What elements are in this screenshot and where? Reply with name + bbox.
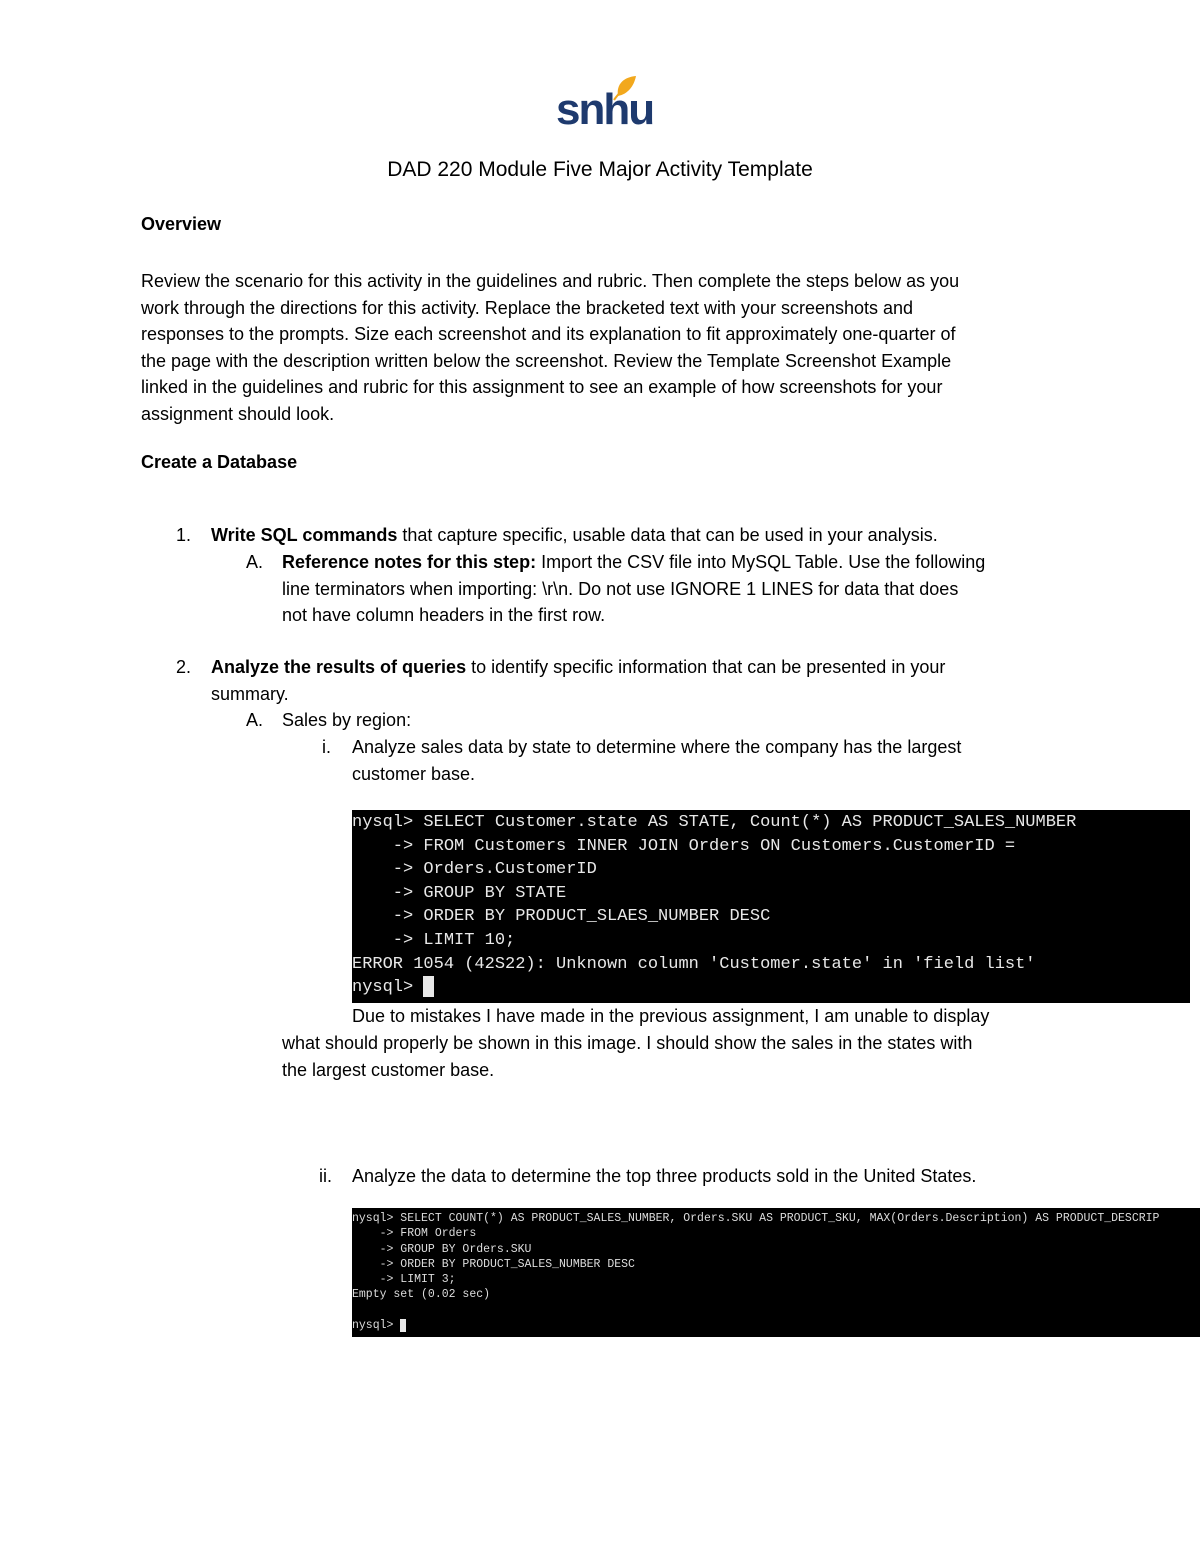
overview-line: responses to the prompts. Size each screenshot and its explanation to fit approximately one-quarter of — [141, 324, 956, 344]
step1a-line2: line terminators when importing: \r\n. Do not use IGNORE 1 LINES for data that does — [282, 579, 959, 599]
step1a-text — [282, 549, 985, 576]
step2a-text: Sales by region: — [282, 710, 412, 730]
terminal-line: -> ORDER BY PRODUCT_SLAES_NUMBER DESC — [352, 907, 771, 927]
overview-line: linked in the guidelines and rubric for this assignment to see an example of how screenshots for your — [141, 377, 943, 397]
overview-paragraph — [141, 268, 1061, 427]
terminal-error-line: ERROR 1054 (42S22): Unknown column 'Customer.state' in 'field list' — [352, 954, 1036, 974]
step2ai-line2: customer base. — [352, 764, 476, 784]
step2ai-label: i. — [322, 737, 331, 757]
overview-line: Review the scenario for this activity in the guidelines and rubric. Then complete the steps below as you — [141, 271, 960, 291]
terminal-cursor — [423, 976, 434, 997]
overview-line: the page with the description written below the screenshot. Review the Template Screenshot Example — [141, 350, 952, 371]
step1-number: 1. — [176, 525, 192, 545]
step1a-rest: Import the CSV file into MySQL Table. Use the following — [536, 552, 986, 572]
snhu-logo — [556, 74, 654, 134]
overview-heading: Overview — [141, 214, 222, 234]
step2-bold: Analyze the results of queries — [211, 657, 467, 677]
page-title: DAD 220 Module Five Major Activity Template — [387, 158, 813, 181]
create-database-heading: Create a Database — [141, 452, 298, 472]
step1a-bold: Reference notes for this step: — [282, 552, 537, 572]
step2a-label: A. — [246, 710, 264, 730]
terminal-line: -> LIMIT 10; — [352, 930, 516, 950]
terminal-screenshot-state-query — [352, 810, 1190, 1003]
step2-line2: summary. — [211, 684, 289, 704]
terminal-line: -> GROUP BY STATE — [352, 883, 567, 903]
step2-rest: to identify specific information that can be presented in your — [466, 657, 946, 677]
terminal-prompt: nysql> — [352, 978, 424, 998]
caption-line3: the largest customer base. — [282, 1060, 495, 1080]
step2aii-label: ii. — [319, 1166, 332, 1186]
step1-text — [211, 522, 938, 549]
terminal-line: -> Orders.CustomerID — [352, 860, 597, 880]
caption-line1: Due to mistakes I have made in the previous assignment, I am unable to display — [352, 1006, 990, 1026]
terminal-prompt: nysql> — [352, 1319, 401, 1333]
terminal-screenshot-top-products — [352, 1208, 1200, 1337]
terminal-line — [352, 1303, 1200, 1318]
terminal-line: -> FROM Customers INNER JOIN Orders ON Customers.CustomerID = — [352, 836, 1016, 856]
step1a-line3: not have column headers in the first row. — [282, 605, 606, 625]
step1a-label: A. — [246, 552, 264, 572]
overview-line: assignment should look. — [141, 403, 335, 424]
terminal-line: -> FROM Orders — [352, 1227, 477, 1241]
step2ai-line1: Analyze sales data by state to determine where the company has the largest — [352, 737, 962, 757]
logo-text: snhu — [556, 85, 654, 134]
terminal-line: nysql> SELECT Customer.state AS STATE, Count(*) AS PRODUCT_SALES_NUMBER — [352, 813, 1077, 832]
terminal-line: nysql> SELECT COUNT(*) AS PRODUCT_SALES_NUMBER, Orders.SKU AS PRODUCT_SKU, MAX(Orders.Description) AS PRODUCT_DESCRIP — [352, 1212, 1160, 1225]
overview-line: work through the directions for this activity. Replace the bracketed text with your screenshots and — [141, 297, 914, 318]
step2-text — [211, 654, 945, 681]
step1-rest: that capture specific, usable data that can be used in your analysis. — [397, 525, 938, 545]
step2aii-text: Analyze the data to determine the top three products sold in the United States. — [352, 1166, 977, 1186]
step1-bold: Write SQL commands — [211, 525, 398, 545]
terminal-line: -> GROUP BY Orders.SKU — [352, 1242, 532, 1256]
terminal-result-line: Empty set (0.02 sec) — [352, 1288, 491, 1302]
terminal-cursor — [400, 1319, 406, 1332]
caption-line2: what should properly be shown in this image. I should show the sales in the states with — [282, 1033, 973, 1053]
terminal-line: -> ORDER BY PRODUCT_SALES_NUMBER DESC — [352, 1257, 635, 1271]
terminal-line: -> LIMIT 3; — [352, 1273, 456, 1287]
step2-number: 2. — [176, 657, 192, 677]
